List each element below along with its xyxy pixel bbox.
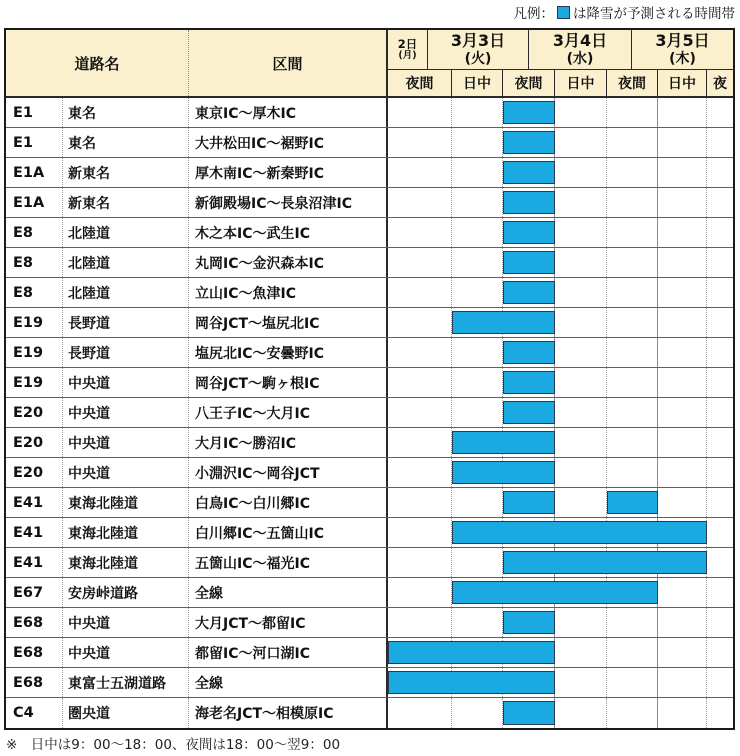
time-cell (658, 98, 707, 127)
table-row (6, 518, 733, 548)
road-section: 大井松田IC～裾野IC (189, 128, 388, 157)
road-section: 立山IC～魚津IC (189, 278, 388, 307)
time-cell (658, 218, 707, 247)
forecast-cells (388, 668, 733, 697)
road-section: 岡谷JCT～塩尻北IC (189, 308, 388, 337)
snow-forecast-bar (503, 371, 555, 394)
road-section: 厚木南IC～新秦野IC (189, 158, 388, 187)
road-code: E1A (6, 188, 63, 217)
forecast-cells (388, 128, 733, 157)
snow-forecast-table (4, 28, 735, 730)
table-row (6, 368, 733, 398)
header-date-mar5: 3月5日 (木) (655, 31, 710, 67)
time-cell (658, 368, 707, 397)
time-cell (388, 248, 452, 277)
table-row (6, 548, 733, 578)
header-slot-night: 夜間 (607, 70, 658, 96)
time-cell (555, 638, 607, 667)
time-cell (555, 98, 607, 127)
forecast-cells (388, 398, 733, 427)
time-cell (607, 458, 658, 487)
snow-forecast-bar (503, 401, 555, 424)
road-code: E20 (6, 398, 63, 427)
time-cell (707, 458, 733, 487)
table-row (6, 128, 733, 158)
forecast-cells (388, 428, 733, 457)
time-cell (607, 428, 658, 457)
forecast-cells (388, 518, 733, 547)
time-cell (707, 518, 733, 547)
road-name: 中央道 (63, 458, 189, 487)
time-cell (607, 158, 658, 187)
snow-forecast-bar (503, 551, 707, 574)
time-cell (607, 278, 658, 307)
table-row (6, 278, 733, 308)
table-row (6, 398, 733, 428)
snow-forecast-bar (503, 221, 555, 244)
time-cell (707, 248, 733, 277)
road-code: E8 (6, 248, 63, 277)
road-code: E41 (6, 518, 63, 547)
table-row (6, 608, 733, 638)
time-cell (388, 128, 452, 157)
forecast-cells (388, 98, 733, 127)
time-cell (388, 548, 452, 577)
road-section: 木之本IC～武生IC (189, 218, 388, 247)
time-cell (707, 578, 733, 607)
time-cell (452, 218, 503, 247)
snow-forecast-bar (452, 581, 658, 604)
time-cell (707, 188, 733, 217)
table-body (6, 98, 733, 728)
snow-forecast-bar (503, 341, 555, 364)
time-cell (658, 698, 707, 728)
time-cell (658, 188, 707, 217)
time-cell (707, 368, 733, 397)
road-name: 中央道 (63, 638, 189, 667)
time-cell (555, 698, 607, 728)
time-cell (555, 128, 607, 157)
road-section: 白鳥IC～白川郷IC (189, 488, 388, 517)
time-cell (658, 338, 707, 367)
forecast-cells (388, 158, 733, 187)
road-name: 中央道 (63, 368, 189, 397)
time-cell (555, 218, 607, 247)
road-section: 丸岡IC～金沢森本IC (189, 248, 388, 277)
road-code: E1 (6, 128, 63, 157)
road-name: 北陸道 (63, 248, 189, 277)
time-cell (658, 308, 707, 337)
road-name: 安房峠道路 (63, 578, 189, 607)
road-code: C4 (6, 698, 63, 728)
table-row (6, 698, 733, 728)
forecast-cells (388, 278, 733, 307)
time-cell (555, 158, 607, 187)
table-row (6, 638, 733, 668)
snow-forecast-bar (503, 491, 555, 514)
header-date-mar4: 3月4日 (水) (529, 30, 632, 69)
header-section: 区間 (189, 30, 388, 96)
time-cell (707, 698, 733, 728)
forecast-cells (388, 218, 733, 247)
time-cell (388, 308, 452, 337)
road-code: E8 (6, 278, 63, 307)
time-cell (555, 668, 607, 697)
road-name: 新東名 (63, 158, 189, 187)
time-cell (707, 638, 733, 667)
legend (514, 2, 736, 22)
time-cell (707, 338, 733, 367)
time-cell (707, 98, 733, 127)
header-slot-night: 夜間 (503, 70, 555, 96)
table-row (6, 668, 733, 698)
road-section: 八王子IC～大月IC (189, 398, 388, 427)
road-name: 東名 (63, 128, 189, 157)
time-cell (607, 698, 658, 728)
road-name: 東海北陸道 (63, 548, 189, 577)
time-cell (555, 428, 607, 457)
forecast-cells (388, 638, 733, 667)
time-cell (388, 218, 452, 247)
forecast-cells (388, 188, 733, 217)
time-cell (658, 608, 707, 637)
road-code: E41 (6, 548, 63, 577)
road-section: 塩尻北IC～安曇野IC (189, 338, 388, 367)
table-row (6, 248, 733, 278)
time-cell (555, 398, 607, 427)
time-cell (388, 98, 452, 127)
snow-forecast-bar (503, 611, 555, 634)
header-date-mar2: 2日 (月) (388, 30, 428, 69)
time-cell (388, 428, 452, 457)
time-cell (707, 398, 733, 427)
forecast-cells (388, 308, 733, 337)
snow-forecast-bar (503, 101, 555, 124)
header-slot-night: 夜間 (388, 70, 452, 96)
road-code: E19 (6, 308, 63, 337)
snow-forecast-bar (452, 311, 555, 334)
time-cell (555, 188, 607, 217)
snow-forecast-bar (388, 671, 555, 694)
time-cell (707, 218, 733, 247)
snow-forecast-bar (503, 191, 555, 214)
road-code: E19 (6, 368, 63, 397)
road-name: 中央道 (63, 428, 189, 457)
time-cell (452, 188, 503, 217)
road-name: 北陸道 (63, 278, 189, 307)
time-cell (658, 398, 707, 427)
road-code: E8 (6, 218, 63, 247)
road-name: 東海北陸道 (63, 488, 189, 517)
forecast-cells (388, 488, 733, 517)
time-cell (388, 368, 452, 397)
time-cell (607, 398, 658, 427)
time-cell (555, 248, 607, 277)
road-code: E68 (6, 668, 63, 697)
time-cell (707, 128, 733, 157)
forecast-cells (388, 458, 733, 487)
time-cell (555, 278, 607, 307)
time-cell (388, 518, 452, 547)
time-cell (452, 248, 503, 277)
time-cell (607, 608, 658, 637)
forecast-cells (388, 578, 733, 607)
header-slots-row (388, 70, 733, 96)
table-row (6, 98, 733, 128)
forecast-cells (388, 608, 733, 637)
time-cell (658, 458, 707, 487)
time-cell (707, 278, 733, 307)
road-code: E1A (6, 158, 63, 187)
time-cell (607, 188, 658, 217)
time-cell (607, 338, 658, 367)
road-name: 東富士五湖道路 (63, 668, 189, 697)
time-cell (388, 188, 452, 217)
time-cell (607, 638, 658, 667)
table-row (6, 308, 733, 338)
table-row (6, 188, 733, 218)
road-name: 長野道 (63, 338, 189, 367)
snow-forecast-bar (452, 431, 555, 454)
time-cell (452, 698, 503, 728)
time-cell (555, 338, 607, 367)
road-name: 中央道 (63, 608, 189, 637)
time-cell (707, 488, 733, 517)
time-cell (658, 248, 707, 277)
time-cell (388, 578, 452, 607)
road-code: E67 (6, 578, 63, 607)
time-cell (555, 458, 607, 487)
table-row (6, 158, 733, 188)
road-section: 全線 (189, 668, 388, 697)
forecast-cells (388, 698, 733, 728)
time-cell (388, 698, 452, 728)
time-cell (658, 128, 707, 157)
snow-forecast-bar (503, 131, 555, 154)
road-section: 新御殿場IC～長泉沼津IC (189, 188, 388, 217)
road-code: E68 (6, 608, 63, 637)
forecast-cells (388, 548, 733, 577)
road-section: 海老名JCT～相模原IC (189, 698, 388, 728)
forecast-cells (388, 368, 733, 397)
road-code: E68 (6, 638, 63, 667)
time-cell (607, 128, 658, 157)
time-cell (388, 158, 452, 187)
road-code: E41 (6, 488, 63, 517)
time-cell (658, 668, 707, 697)
road-code: E1 (6, 98, 63, 127)
time-cell (607, 368, 658, 397)
time-cell (658, 488, 707, 517)
road-section: 東京IC～厚木IC (189, 98, 388, 127)
road-code: E20 (6, 458, 63, 487)
road-name: 東名 (63, 98, 189, 127)
road-section: 全線 (189, 578, 388, 607)
time-cell (607, 668, 658, 697)
road-name: 圏央道 (63, 698, 189, 728)
time-cell (452, 608, 503, 637)
table-row (6, 488, 733, 518)
time-cell (388, 338, 452, 367)
time-cell (707, 158, 733, 187)
table-header (6, 30, 733, 98)
time-cell (707, 428, 733, 457)
time-cell (388, 398, 452, 427)
snow-forecast-bar (503, 161, 555, 184)
time-cell (555, 308, 607, 337)
time-cell (555, 488, 607, 517)
time-cell (452, 158, 503, 187)
road-name: 東海北陸道 (63, 518, 189, 547)
time-cell (452, 488, 503, 517)
snow-forecast-bar (503, 281, 555, 304)
road-name: 新東名 (63, 188, 189, 217)
road-name: 北陸道 (63, 218, 189, 247)
snow-forecast-bar (452, 461, 555, 484)
time-cell (658, 158, 707, 187)
table-row (6, 338, 733, 368)
table-row (6, 218, 733, 248)
time-cell (707, 548, 733, 577)
snow-swatch-icon (557, 6, 570, 19)
road-section: 都留IC～河口湖IC (189, 638, 388, 667)
road-section: 小淵沢IC～岡谷JCT (189, 458, 388, 487)
legend-prefix: 凡例： (513, 6, 554, 22)
time-cell (707, 608, 733, 637)
road-name: 中央道 (63, 398, 189, 427)
time-cell (607, 98, 658, 127)
time-cell (555, 608, 607, 637)
header-slot-day: 日中 (658, 70, 707, 96)
forecast-cells (388, 338, 733, 367)
time-cell (452, 398, 503, 427)
snow-forecast-bar (503, 701, 555, 725)
time-cell (388, 458, 452, 487)
forecast-cells (388, 248, 733, 277)
road-name: 長野道 (63, 308, 189, 337)
time-cell (452, 128, 503, 157)
table-row (6, 428, 733, 458)
time-cell (452, 368, 503, 397)
time-cell (555, 368, 607, 397)
footnote: ※ 日中は9：00～18：00、夜間は18：00～翌9：00 (6, 737, 341, 753)
header-slot-day: 日中 (555, 70, 607, 96)
time-cell (452, 548, 503, 577)
time-cell (452, 98, 503, 127)
header-time-area (388, 30, 733, 96)
time-cell (607, 308, 658, 337)
time-cell (658, 638, 707, 667)
time-cell (658, 428, 707, 457)
road-section: 大月IC～勝沼IC (189, 428, 388, 457)
time-cell (658, 278, 707, 307)
snow-forecast-bar (503, 251, 555, 274)
legend-suffix: は降雪が予測される時間帯 (573, 6, 735, 22)
time-cell (452, 338, 503, 367)
time-cell (607, 248, 658, 277)
time-cell (707, 668, 733, 697)
road-code: E20 (6, 428, 63, 457)
header-road-name: 道路名 (6, 30, 189, 96)
time-cell (658, 578, 707, 607)
time-cell (388, 608, 452, 637)
road-section: 岡谷JCT～駒ヶ根IC (189, 368, 388, 397)
header-dates-row (388, 30, 733, 70)
road-section: 五箇山IC～福光IC (189, 548, 388, 577)
road-code: E19 (6, 338, 63, 367)
header-slot-day: 日中 (452, 70, 503, 96)
snow-forecast-bar (388, 641, 555, 664)
time-cell (607, 218, 658, 247)
snow-forecast-bar (452, 521, 707, 544)
table-row (6, 578, 733, 608)
time-cell (388, 278, 452, 307)
time-cell (707, 308, 733, 337)
time-cell (452, 278, 503, 307)
header-slot-night-short: 夜 (713, 76, 727, 93)
time-cell (388, 488, 452, 517)
table-row (6, 458, 733, 488)
road-section: 大月JCT～都留IC (189, 608, 388, 637)
header-date-mar3: 3月3日 (火) (428, 30, 529, 69)
snow-forecast-bar (607, 491, 658, 514)
road-section: 白川郷IC～五箇山IC (189, 518, 388, 547)
